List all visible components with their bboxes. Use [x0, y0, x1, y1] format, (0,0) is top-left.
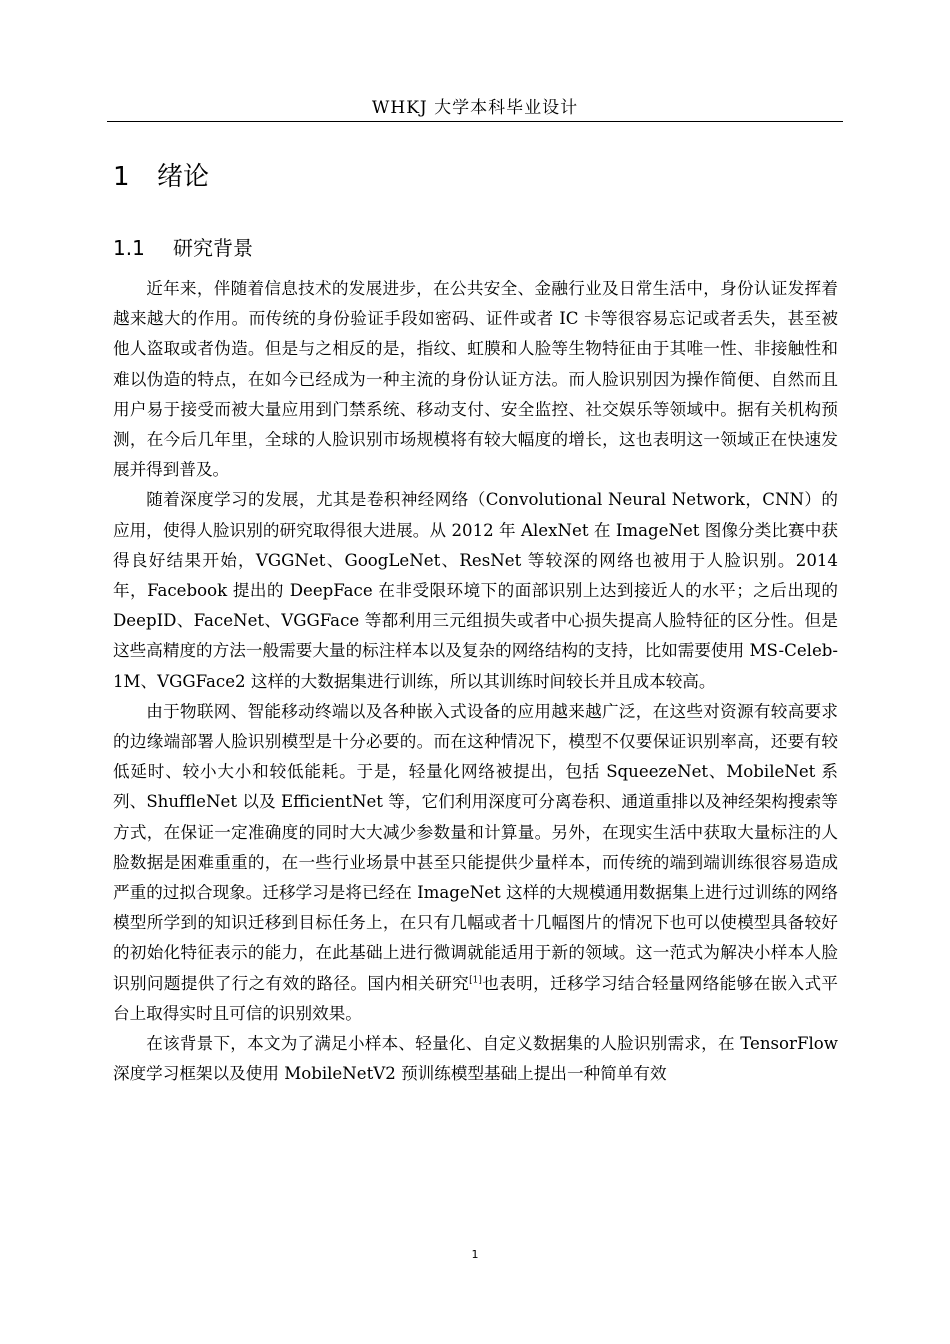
chapter-number: 1 — [113, 162, 130, 192]
paragraph-1: 近年来，伴随着信息技术的发展进步，在公共安全、金融行业及日常生活中，身份认证发挥着越来越大的作用。而传统的身份验证手段如密码、证件或者 IC 卡等很容易忘记或者丢失，甚至被他人盗取或者伪造。但是与之相反的是，指纹、虹膜和人脸等生物特征由于其唯一性、非接触性和难以伪造的特点，在如今已经成为一种主流的身份认证方法。而人脸识别因为操作简便、自然而且用户易于接受而被大量应用到门禁系统、移动支付、安全监控、社交娱乐等领域中。据有关机构预测，在今后几年里，全球的人脸识别市场规模将有较大幅度的增长，这也表明这一领域正在快速发展并得到普及。 — [113, 279, 838, 480]
chapter-heading — [113, 156, 209, 193]
body-text — [113, 274, 838, 1089]
header-rule — [107, 121, 843, 122]
paragraph-3-tail: 也表明，迁移学习结合轻量网络能够在嵌入式平台上取得实时且可信的识别效果。 — [113, 973, 838, 1023]
paragraph-4: 在该背景下，本文为了满足小样本、轻量化、自定义数据集的人脸识别需求，在 TensorFlow 深度学习框架以及使用 MobileNetV2 预训练模型基础上提出一种简单有效 — [113, 1034, 838, 1084]
section-heading — [113, 232, 253, 261]
paragraph-3 — [113, 697, 838, 1029]
chapter-title: 绪论 — [157, 162, 210, 192]
paragraph-3-text: 由于物联网、智能移动终端以及各种嵌入式设备的应用越来越广泛，在这些对资源有较高要求的边缘端部署人脸识别模型是十分必要的。而在这种情况下，模型不仅要保证识别率高，还要有较低延时、较小大小和较低能耗。于是，轻量化网络被提出，包括 SqueezeNet、MobileNet 系列、ShuffleNet 以及 EfficientNet 等，它们利用深度可分离卷积、通道重排以及神经架构搜索等方式，在保证一定准确度的同时大大减少参数量和计算量。另外，在现实生活中获取大量标注的人脸数据是困难重重的，在一些行业场景中甚至只能提供少量样本，而传统的端到端训练很容易造成严重的过拟合现象。迁移学习是将已经在 ImageNet 这样的大规模通用数据集上进行过训练的网络模型所学到的知识迁移到目标任务上，在只有几幅或者十几幅图片的情况下也可以使模型具备较好的初始化特征表示的能力，在此基础上进行微调就能适用于新的领域。这一范式为解决小样本人脸识别问题提供了行之有效的路径。国内相关研究 — [113, 701, 838, 993]
section-title: 研究背景 — [173, 236, 253, 260]
page-number: 1 — [471, 1248, 479, 1261]
citation-ref[interactable]: [1] — [469, 975, 482, 986]
section-number: 1.1 — [113, 236, 145, 260]
running-header: WHKJ 大学本科毕业设计 — [371, 98, 579, 118]
paragraph-2: 随着深度学习的发展，尤其是卷积神经网络（Convolutional Neural Network，CNN）的应用，使得人脸识别的研究取得很大进展。从 2012 年 AlexNet 在 ImageNet 图像分类比赛中获得良好结果开始，VGGNet、GoogLeNet、ResNet 等较深的网络也被用于人脸识别。2014 年，Facebook 提出的 DeepFace 在非受限环境下的面部识别上达到接近人的水平；之后出现的 DeepID、FaceNet、VGGFace 等都利用三元组损失或者中心损失提高人脸特征的区分性。但是这些高精度的方法一般需要大量的标注样本以及复杂的网络结构的支持，比如需要使用 MS-Celeb-1M、VGGFace2 这样的大数据集进行训练，所以其训练时间较长并且成本较高。 — [113, 490, 838, 691]
